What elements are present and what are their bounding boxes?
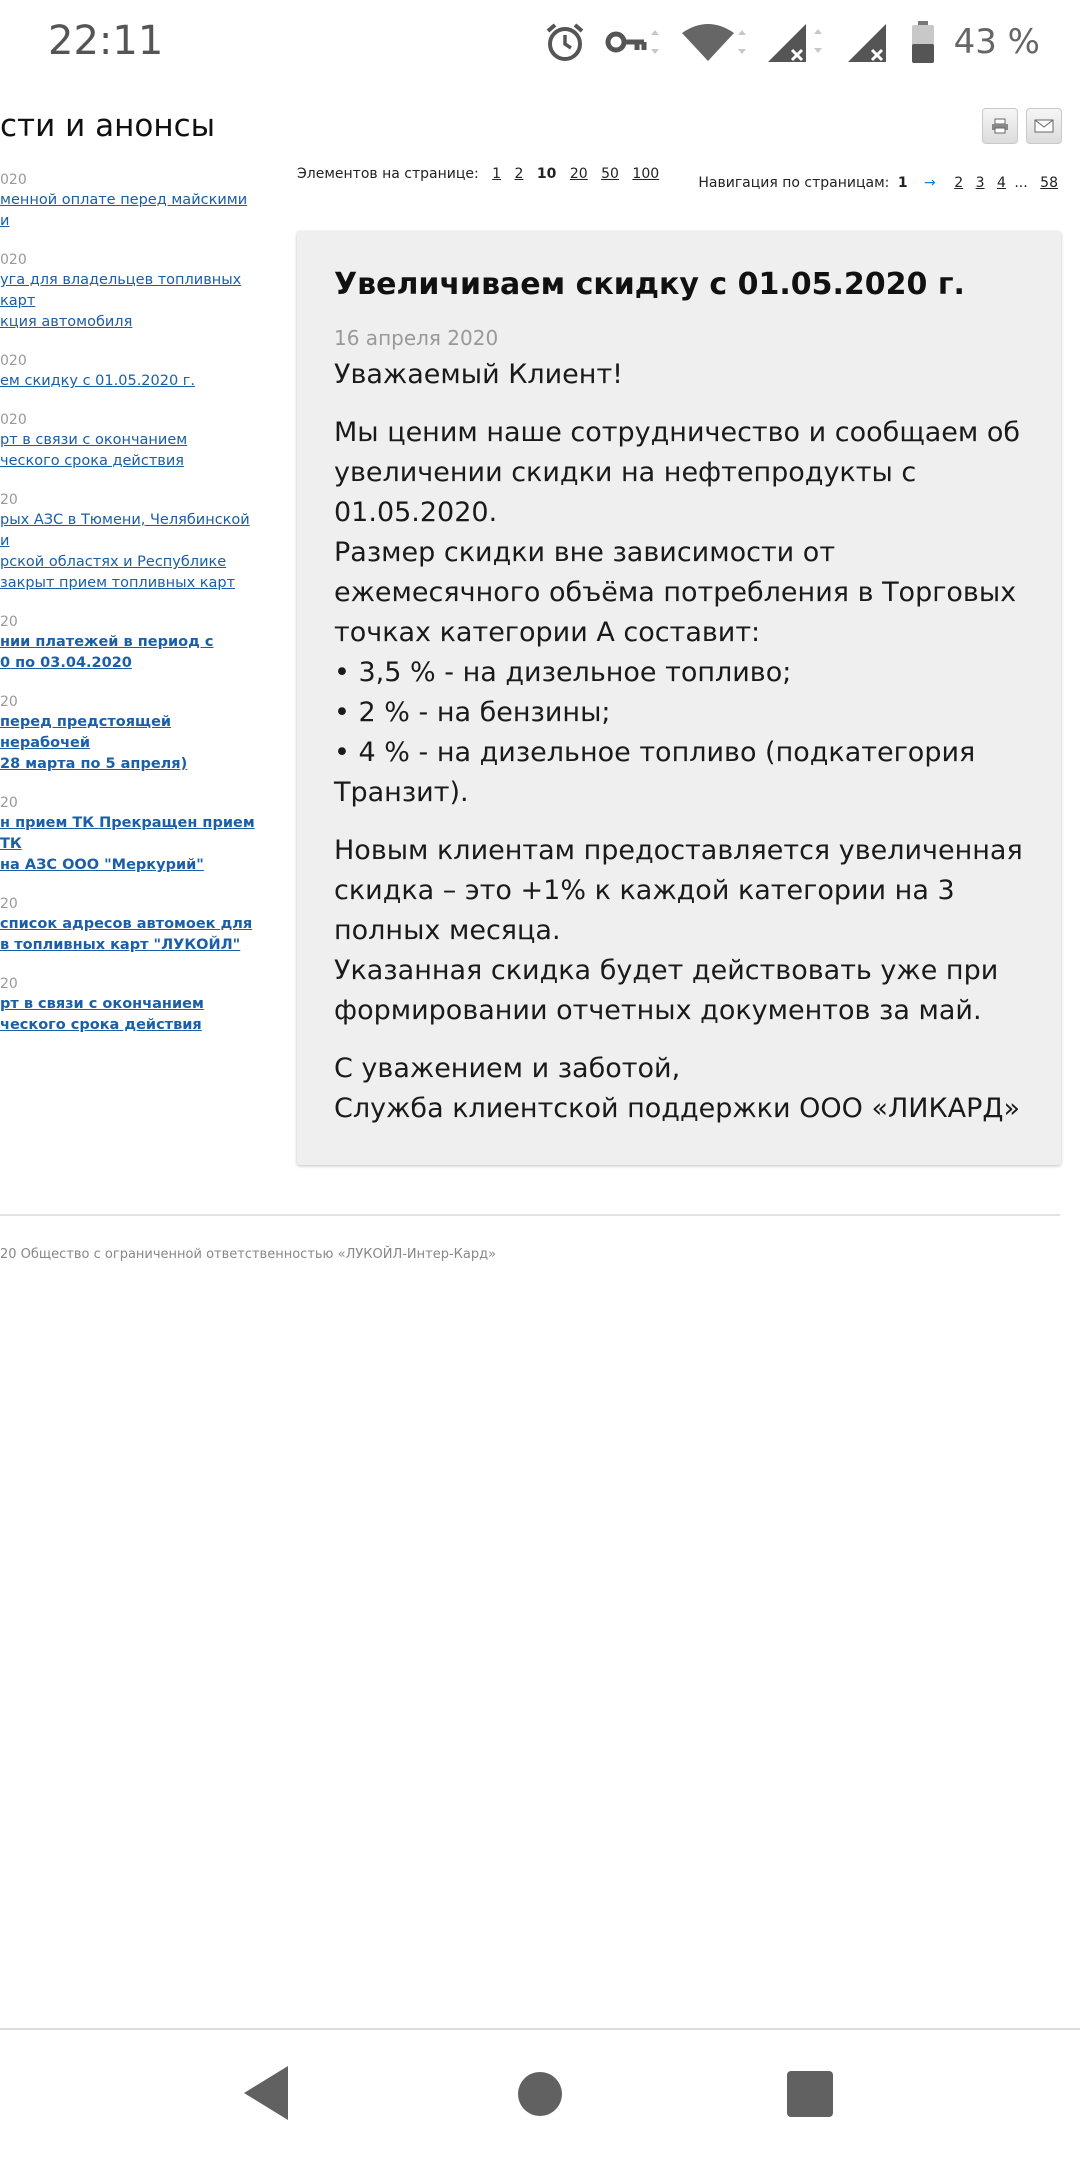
article-paragraph: Мы ценим наше сотрудничество и сообщаем об увеличении скидки на нефтепродукты с 01.05.2020. — [334, 417, 1021, 528]
news-link[interactable]: нии платежей в период с 0 по 03.04.2020 — [0, 634, 214, 671]
news-date: 020 — [0, 353, 27, 369]
pagination — [698, 175, 1058, 191]
per-page-option[interactable]: 100 — [632, 166, 660, 182]
vpn-key-icon — [604, 21, 662, 63]
article-paragraph: Новым клиентам предоставляется увеличенная скидка – это +1% к каждой категории на 3 полных месяца. — [334, 835, 1023, 946]
article-body — [334, 355, 1025, 1129]
mail-icon — [1034, 119, 1054, 133]
article-date: 16 апреля 2020 — [334, 326, 499, 350]
page-link[interactable]: 4 — [996, 175, 1006, 191]
news-sidebar — [0, 170, 262, 1054]
status-time: 22:11 — [48, 18, 164, 64]
news-list-item — [0, 170, 262, 232]
per-page-option[interactable]: 1 — [492, 166, 502, 182]
news-date: 20 — [0, 896, 18, 912]
article-paragraph: Указанная скидка будет действовать уже при формировании отчетных документов за май. — [334, 955, 999, 1026]
article-bullet: • 3,5 % - на дизельное топливо; — [334, 657, 792, 688]
recents-icon[interactable] — [787, 2071, 833, 2117]
per-page-option[interactable]: 50 — [601, 166, 619, 182]
news-list-item — [0, 612, 262, 674]
per-page-option[interactable]: 2 — [514, 166, 524, 182]
battery-percent: 43 % — [953, 22, 1040, 62]
news-link[interactable]: уга для владельцев топливных карт кция автомобиля — [0, 272, 242, 330]
news-date: 20 — [0, 694, 18, 710]
home-icon[interactable] — [518, 2072, 562, 2116]
news-link[interactable]: список адресов автомоек для в топливных карт "ЛУКОЙЛ" — [0, 916, 253, 953]
pagination-ellipsis: ... — [1014, 175, 1028, 191]
news-list-item — [0, 490, 262, 594]
news-list-item — [0, 250, 262, 333]
news-date: 20 — [0, 795, 18, 811]
news-list-item — [0, 410, 262, 472]
news-link[interactable]: рт в связи с окончанием ческого срока действия — [0, 996, 204, 1033]
news-date: 020 — [0, 412, 27, 428]
news-link[interactable]: рых АЗС в Тюмени, Челябинской и рской областях и Республике закрыт прием топливных карт — [0, 512, 250, 591]
news-date: 20 — [0, 614, 18, 630]
battery-icon — [910, 20, 936, 64]
article-greeting: Уважаемый Клиент! — [334, 359, 623, 390]
navbar-divider — [0, 2028, 1080, 2030]
news-list-item — [0, 351, 262, 392]
article-signature: С уважением и заботой, — [334, 1053, 681, 1084]
signal-no-sim-icon — [846, 20, 892, 64]
page-link-last[interactable]: 58 — [1040, 175, 1058, 191]
page-link[interactable]: 2 — [954, 175, 964, 191]
per-page-option-current: 10 — [536, 166, 557, 182]
alarm-icon — [544, 21, 586, 63]
news-list-item — [0, 974, 262, 1036]
news-link[interactable]: ем скидку с 01.05.2020 г. — [0, 373, 196, 389]
per-page-label: Элементов на странице: — [297, 166, 479, 182]
news-date: 20 — [0, 492, 18, 508]
news-list-item — [0, 793, 262, 876]
news-link[interactable]: перед предстоящей нерабочей 28 марта по 5 апреля) — [0, 714, 188, 772]
back-icon[interactable] — [244, 2066, 288, 2120]
article-paragraph: Размер скидки вне зависимости от ежемесячного объёма потребления в Торговых точках категории А составит: — [334, 537, 1017, 648]
article-bullet: • 2 % - на бензины; — [334, 697, 611, 728]
news-list-item — [0, 894, 262, 956]
page-title: сти и анонсы — [0, 108, 216, 144]
per-page-option[interactable]: 20 — [569, 166, 588, 182]
news-date: 020 — [0, 252, 27, 268]
next-page-arrow[interactable]: → — [924, 175, 936, 191]
news-link[interactable]: рт в связи с окончанием ческого срока действия — [0, 432, 188, 469]
footer-divider — [0, 1214, 1060, 1216]
news-list-item — [0, 692, 262, 775]
print-icon — [991, 118, 1009, 134]
news-link[interactable]: н прием ТК Прекращен прием ТК на АЗС ООО "Меркурий" — [0, 815, 255, 873]
wifi-icon — [680, 21, 748, 63]
page-link[interactable]: 3 — [975, 175, 985, 191]
article-title: Увеличиваем скидку с 01.05.2020 г. — [334, 267, 965, 302]
article-signature: Служба клиентской поддержки ООО «ЛИКАРД» — [334, 1093, 1021, 1124]
status-icons — [544, 16, 1040, 68]
news-date: 20 — [0, 976, 18, 992]
pagination-label: Навигация по страницам: — [698, 175, 890, 191]
email-button[interactable] — [1026, 108, 1062, 144]
news-date: 020 — [0, 172, 27, 188]
article-bullet: • 4 % - на дизельное топливо (подкатегория Транзит). — [334, 737, 976, 808]
signal-no-sim-icon — [766, 20, 828, 64]
print-button[interactable] — [982, 108, 1018, 144]
news-link[interactable]: менной оплате перед майскими и — [0, 192, 248, 229]
footer-copyright: 20 Общество с ограниченной ответственностью «ЛУКОЙЛ-Интер-Кард» — [0, 1247, 497, 1262]
article-card — [297, 231, 1061, 1165]
page-current: 1 — [897, 175, 908, 191]
items-per-page — [297, 166, 659, 182]
